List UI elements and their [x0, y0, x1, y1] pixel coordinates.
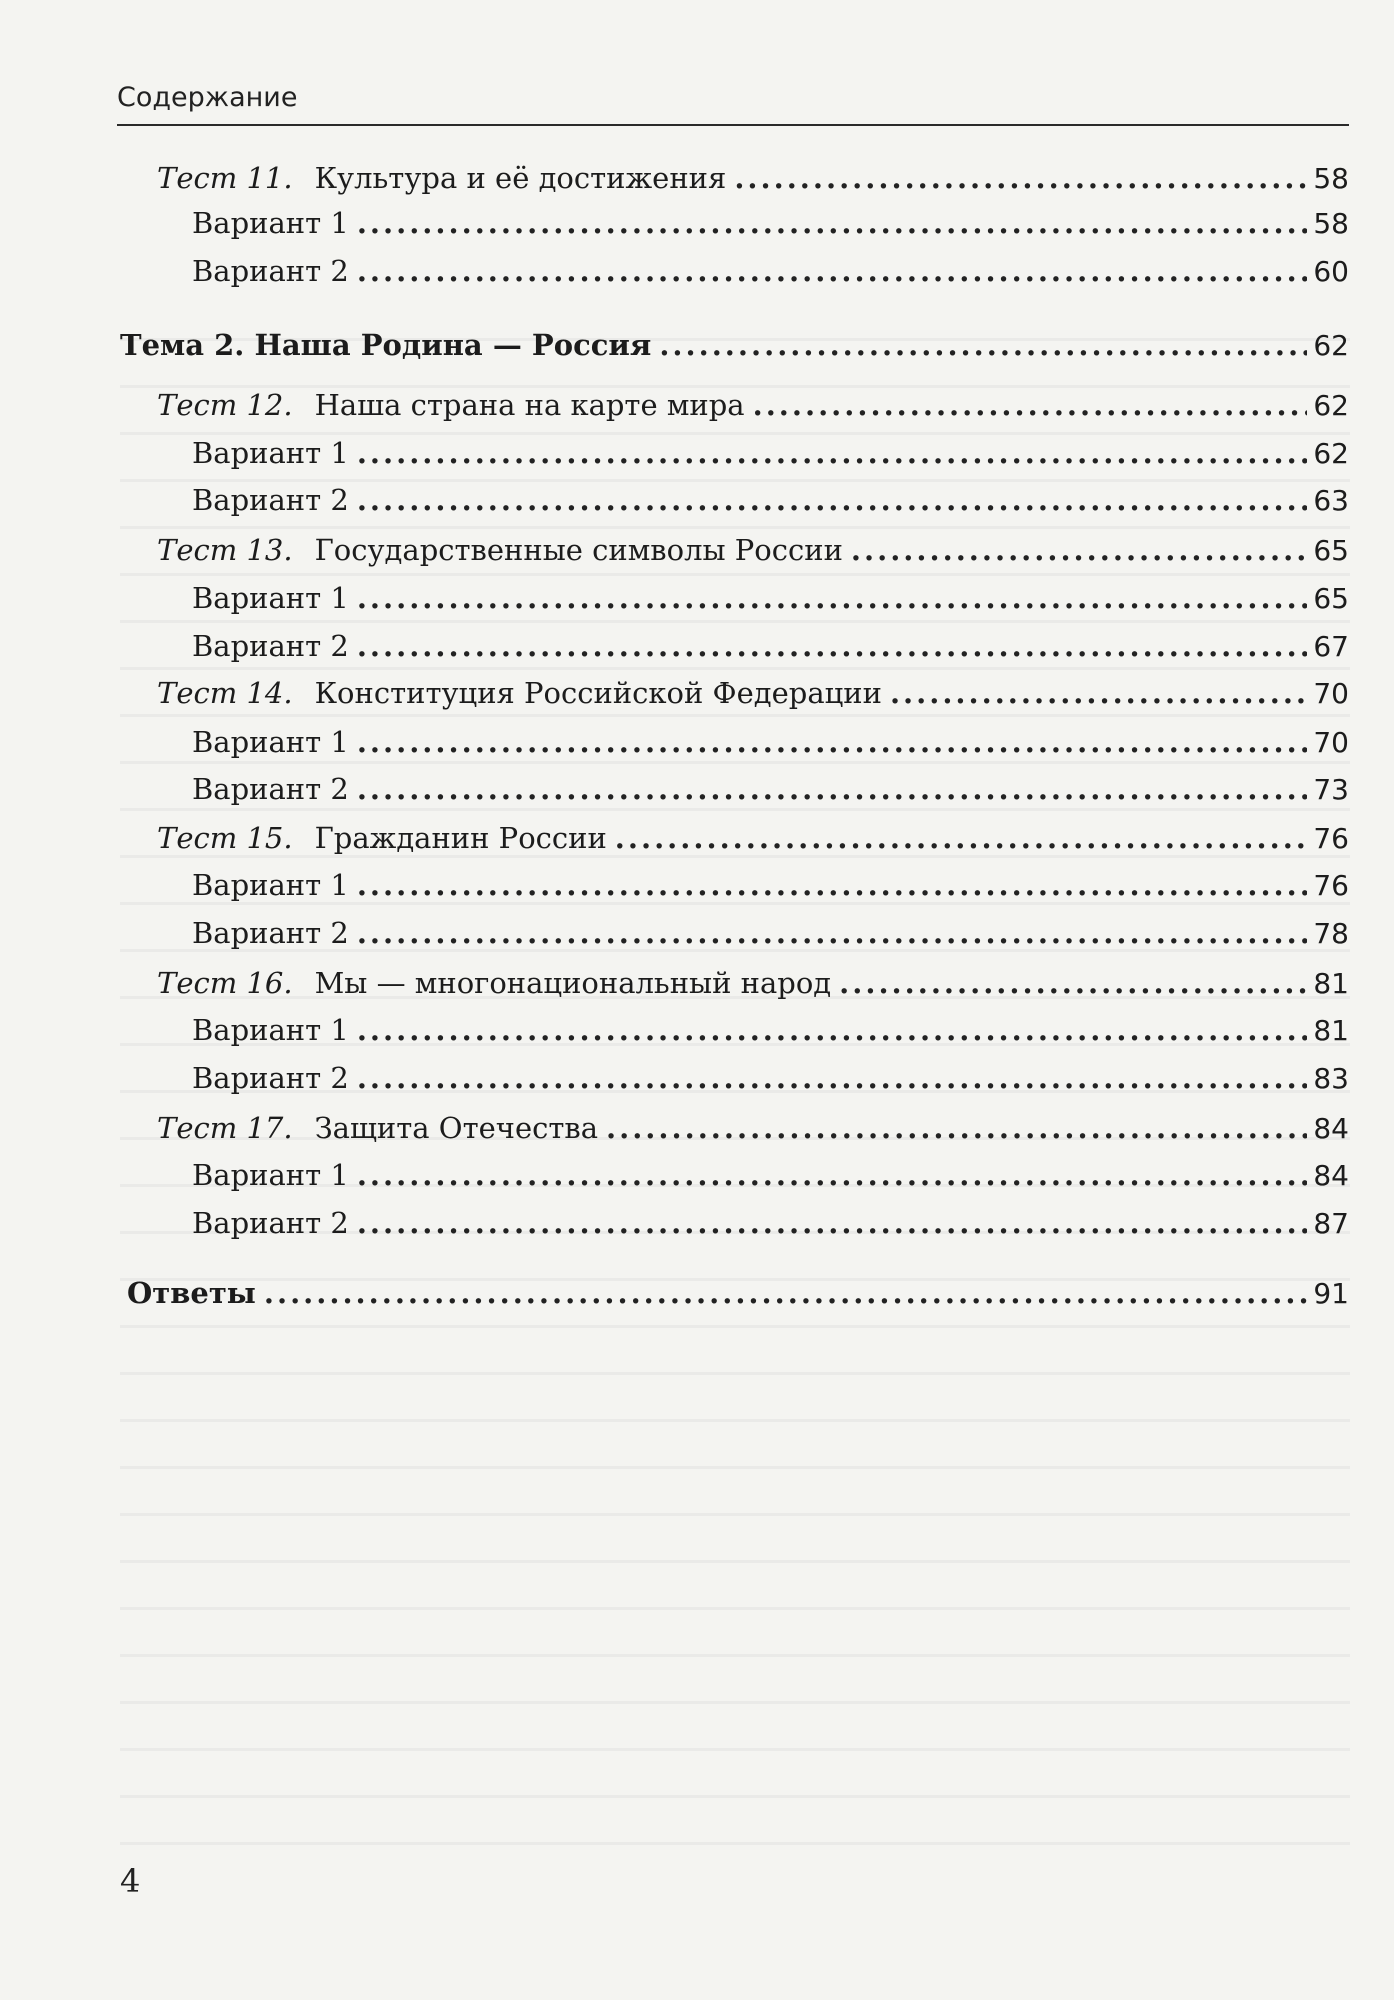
- entry-title: Вариант 1: [192, 436, 349, 470]
- toc-entry-variant[interactable]: [192, 1203, 1349, 1243]
- entry-title: Мы — многонациональный народ: [314, 966, 832, 1000]
- page-folio: 4: [120, 1862, 141, 1900]
- entry-title: Вариант 1: [192, 206, 349, 240]
- test-number: Тест 11.: [157, 161, 293, 195]
- dot-leader: [357, 722, 1307, 762]
- entry-title: Конституция Российской Федерации: [314, 676, 882, 710]
- dot-leader: [357, 769, 1307, 809]
- dot-leader: [357, 433, 1307, 473]
- toc-entry-answers[interactable]: [127, 1273, 1349, 1313]
- entry-title: Вариант 1: [192, 1158, 349, 1192]
- entry-title: Вариант 2: [192, 916, 349, 950]
- toc-entry-test-15[interactable]: [157, 818, 1349, 858]
- entry-title: Ответы: [127, 1276, 256, 1310]
- toc-entry-variant[interactable]: [192, 722, 1349, 762]
- dot-leader: [615, 818, 1307, 858]
- page-number: 62: [1313, 329, 1349, 362]
- page-number: 73: [1313, 773, 1349, 806]
- toc-entry-variant[interactable]: [192, 626, 1349, 666]
- dot-leader: [357, 480, 1307, 520]
- page-number: 78: [1313, 917, 1349, 950]
- toc-entry-variant[interactable]: [192, 203, 1349, 243]
- page-number: 70: [1313, 726, 1349, 759]
- toc-entry-variant[interactable]: [192, 433, 1349, 473]
- toc-entry-test-13[interactable]: [157, 530, 1349, 570]
- page-number: 84: [1313, 1112, 1349, 1145]
- entry-title: Вариант 2: [192, 1206, 349, 1240]
- dot-leader: [357, 626, 1307, 666]
- toc-entry-test-17[interactable]: [157, 1108, 1349, 1148]
- dot-leader: [851, 530, 1307, 570]
- entry-title: Вариант 2: [192, 629, 349, 663]
- page-number: 91: [1313, 1277, 1349, 1310]
- toc-entry-test-11[interactable]: [157, 158, 1349, 198]
- entry-title: Вариант 2: [192, 254, 349, 288]
- toc-entry-test-12[interactable]: [157, 385, 1349, 425]
- page-number: 58: [1313, 162, 1349, 195]
- test-number: Тест 15.: [157, 821, 293, 855]
- dot-leader: [839, 963, 1307, 1003]
- dot-leader: [357, 1203, 1307, 1243]
- page-number: 65: [1313, 582, 1349, 615]
- dot-leader: [753, 385, 1307, 425]
- entry-title: Наша страна на карте мира: [314, 388, 745, 422]
- dot-leader: [357, 865, 1307, 905]
- entry-title: Культура и её достижения: [314, 161, 727, 195]
- test-number: Тест 17.: [157, 1111, 293, 1145]
- page-number: 87: [1313, 1207, 1349, 1240]
- page-number: 62: [1313, 389, 1349, 422]
- entry-title: Гражданин России: [314, 821, 607, 855]
- page-number: 63: [1313, 484, 1349, 517]
- page-number: 58: [1313, 207, 1349, 240]
- entry-title: Вариант 2: [192, 772, 349, 806]
- toc-entry-variant[interactable]: [192, 480, 1349, 520]
- page-number: 81: [1313, 1014, 1349, 1047]
- test-number: Тест 14.: [157, 676, 293, 710]
- toc-entry-variant[interactable]: [192, 1155, 1349, 1195]
- entry-title: Вариант 2: [192, 483, 349, 517]
- page-number: 76: [1313, 822, 1349, 855]
- entry-title: Вариант 1: [192, 725, 349, 759]
- entry-title: Вариант 2: [192, 1061, 349, 1095]
- toc-entry-test-16[interactable]: [157, 963, 1349, 1003]
- entry-title: Вариант 1: [192, 1013, 349, 1047]
- page-number: 70: [1313, 677, 1349, 710]
- entry-title: Тема 2. Наша Родина — Россия: [120, 328, 652, 362]
- dot-leader: [357, 203, 1307, 243]
- toc-entry-variant[interactable]: [192, 251, 1349, 291]
- toc-entry-topic-2[interactable]: [120, 325, 1349, 365]
- page-number: 76: [1313, 869, 1349, 902]
- entry-title: Вариант 1: [192, 868, 349, 902]
- toc-entry-variant[interactable]: [192, 769, 1349, 809]
- test-number: Тест 13.: [157, 533, 293, 567]
- toc-entry-variant[interactable]: [192, 1010, 1349, 1050]
- toc-entry-variant[interactable]: [192, 578, 1349, 618]
- dot-leader: [264, 1273, 1307, 1313]
- entry-title: Вариант 1: [192, 581, 349, 615]
- page-title: Содержание: [117, 82, 298, 113]
- toc-entry-test-14[interactable]: [157, 673, 1349, 713]
- toc-entry-variant[interactable]: [192, 1058, 1349, 1098]
- dot-leader: [606, 1108, 1307, 1148]
- page-number: 83: [1313, 1062, 1349, 1095]
- page-number: 84: [1313, 1159, 1349, 1192]
- page-number: 81: [1313, 967, 1349, 1000]
- dot-leader: [357, 251, 1307, 291]
- dot-leader: [734, 158, 1307, 198]
- dot-leader: [357, 913, 1307, 953]
- test-number: Тест 12.: [157, 388, 293, 422]
- entry-title: Государственные символы России: [314, 533, 843, 567]
- entry-title: Защита Отечества: [314, 1111, 599, 1145]
- dot-leader: [357, 1010, 1307, 1050]
- dot-leader: [357, 1058, 1307, 1098]
- page-number: 62: [1313, 437, 1349, 470]
- toc-entry-variant[interactable]: [192, 913, 1349, 953]
- dot-leader: [357, 578, 1307, 618]
- dot-leader: [890, 673, 1307, 713]
- toc-entry-variant[interactable]: [192, 865, 1349, 905]
- page-number: 67: [1313, 630, 1349, 663]
- page-number: 65: [1313, 534, 1349, 567]
- test-number: Тест 16.: [157, 966, 293, 1000]
- dot-leader: [357, 1155, 1307, 1195]
- dot-leader: [659, 325, 1307, 365]
- page-number: 60: [1313, 255, 1349, 288]
